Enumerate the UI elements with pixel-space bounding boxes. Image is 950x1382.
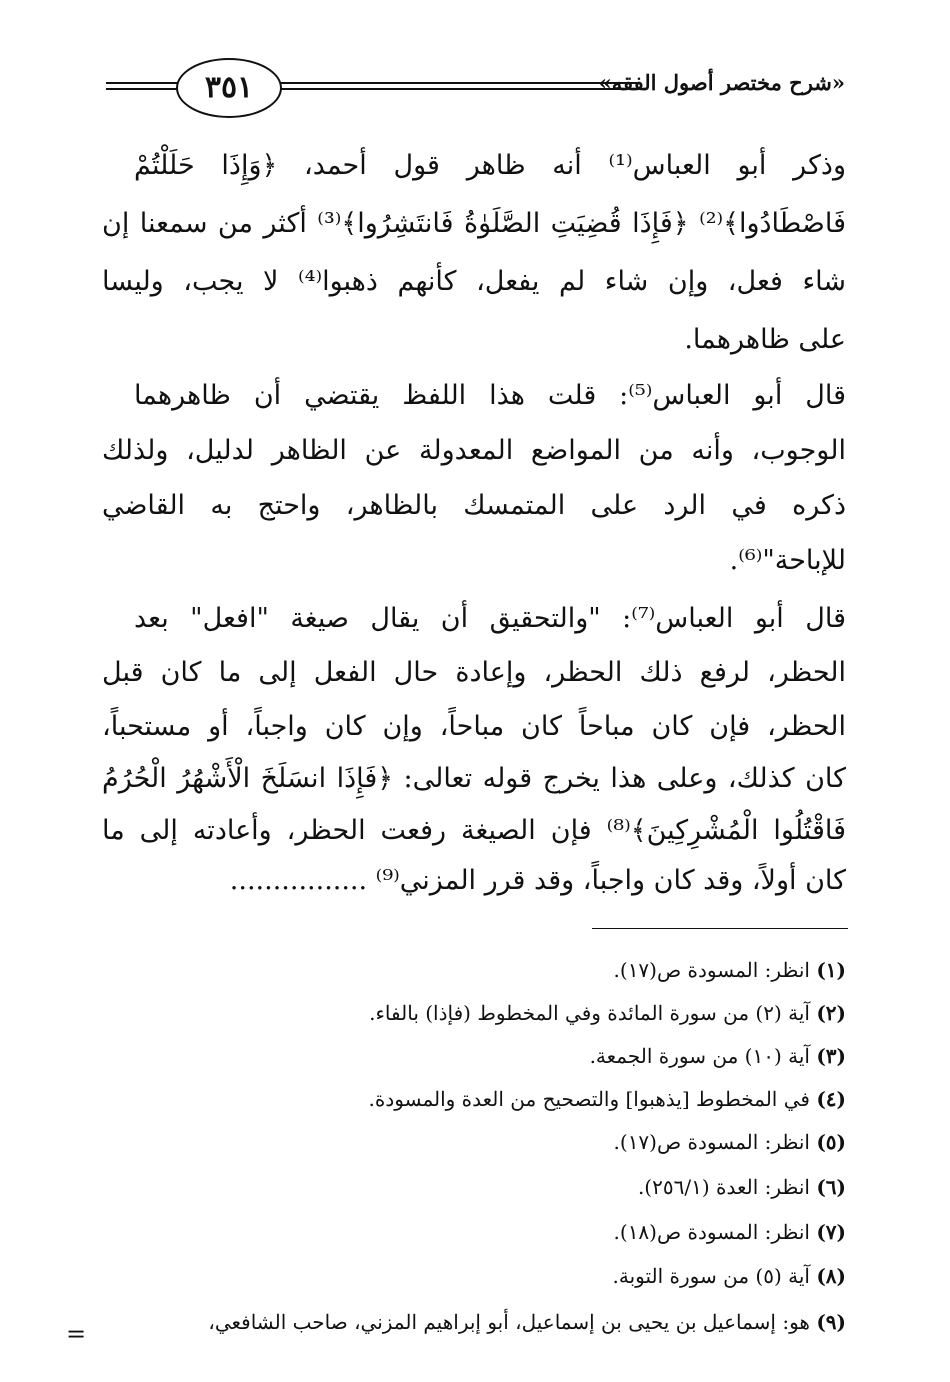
- footnote-text: آية (٢) من سورة المائدة وفي المخطوط (فإذا) بالفاء.: [369, 1001, 810, 1025]
- footnote-1: [614, 958, 846, 982]
- footnote-text: هو: إسماعيل بن يحيى بن إسماعيل، أبو إبراهيم المزني، صاحب الشافعي،: [208, 1310, 810, 1334]
- text-line: على ظاهرهما.: [684, 324, 846, 355]
- text-line: كان كذلك، وعلى هذا يخرج قوله تعالى: ﴿فَإِذَا انسَلَخَ الْأَشْهُرُ الْحُرُمُ: [102, 763, 846, 794]
- footnote-6: [638, 1175, 846, 1199]
- footnote-text: آية (٥) من سورة التوبة.: [612, 1264, 810, 1288]
- footnote-number: (٤): [816, 1087, 846, 1111]
- footnote-text: انظر: المسودة ص(١٧).: [613, 1130, 810, 1154]
- footnote-text: آية (١٠) من سورة الجمعة.: [589, 1044, 810, 1068]
- text-line: للإباحة"⁽⁶⁾.: [729, 545, 846, 576]
- footnote-2: [369, 1001, 846, 1025]
- text-line: شاء فعل، وإن شاء لم يفعل، كأنهم ذهبوا⁽⁴⁾ لا يجب، وليسا: [102, 266, 846, 297]
- footnote-3: [590, 1044, 846, 1068]
- text-line: وذكر أبو العباس⁽¹⁾ أنه ظاهر قول أحمد، ﴿وَإِذَا حَلَلْتُمْ: [134, 150, 846, 181]
- text-line: قال أبو العباس⁽⁷⁾: "والتحقيق أن يقال صيغة "افعل" بعد: [134, 603, 846, 634]
- text-line: فَاصْطَادُوا﴾⁽²⁾ ﴿فَإِذَا قُضِيَتِ الصَّلَوٰةُ فَانتَشِرُوا﴾⁽³⁾ أكثر من سمعنا إن: [102, 208, 846, 239]
- footnote-text: انظر: المسودة ص(١٨).: [613, 1220, 810, 1244]
- text-line: قال أبو العباس⁽⁵⁾: قلت هذا اللفظ يقتضي أن ظاهرهما: [134, 380, 846, 411]
- footnote-number: (٩): [816, 1310, 846, 1334]
- text-line: كان أولاً، وقد كان واجباً، وقد قرر المزني⁽⁹⁾ ................: [229, 865, 846, 896]
- text-line: الحظر، فإن كان مباحاً كان مباحاً، وإن كان واجباً، أو مستحباً،: [102, 711, 846, 742]
- text-line: الوجوب، وأنه من المواضع المعدولة عن الظاهر لدليل، ولذلك: [102, 435, 846, 466]
- footnote-9: [208, 1310, 846, 1334]
- footnote-8: [612, 1264, 846, 1288]
- footnote-4: [369, 1087, 846, 1111]
- footnote-5: [614, 1130, 846, 1154]
- footnote-number: (٣): [816, 1044, 846, 1068]
- header-rule-left: [106, 82, 186, 92]
- footnote-text: انظر: المسودة ص(١٧).: [613, 958, 810, 982]
- footnote-text: انظر: العدة (٢٥٦/١).: [637, 1175, 810, 1199]
- text-line: ذكره في الرد على المتمسك بالظاهر، واحتج به القاضي: [102, 490, 846, 521]
- running-title: «شرح مختصر أصول الفقه»: [598, 70, 845, 95]
- header-rule-right: [266, 82, 640, 92]
- text-line: فَاقْتُلُوا الْمُشْرِكِينَ﴾⁽⁸⁾ فإن الصيغة رفعت الحظر، وأعادته إلى ما: [102, 815, 846, 846]
- footnote-number: (٢): [816, 1001, 846, 1025]
- page-number: ٣٥١: [176, 58, 282, 118]
- footnote-separator: [592, 928, 848, 929]
- text-line: الحظر، لرفع ذلك الحظر، وإعادة حال الفعل إلى ما كان قبل: [102, 657, 846, 688]
- footnote-text: في المخطوط [يذهبوا] والتصحيح من العدة والمسودة.: [368, 1087, 810, 1111]
- footnote-number: (٨): [816, 1264, 846, 1288]
- footnote-number: (٧): [816, 1220, 846, 1244]
- footnote-number: (١): [816, 958, 846, 982]
- footnote-7: [614, 1220, 846, 1244]
- footnote-continuation-mark: =: [66, 1320, 87, 1348]
- footnote-number: (٥): [816, 1130, 846, 1154]
- footnote-number: (٦): [816, 1175, 846, 1199]
